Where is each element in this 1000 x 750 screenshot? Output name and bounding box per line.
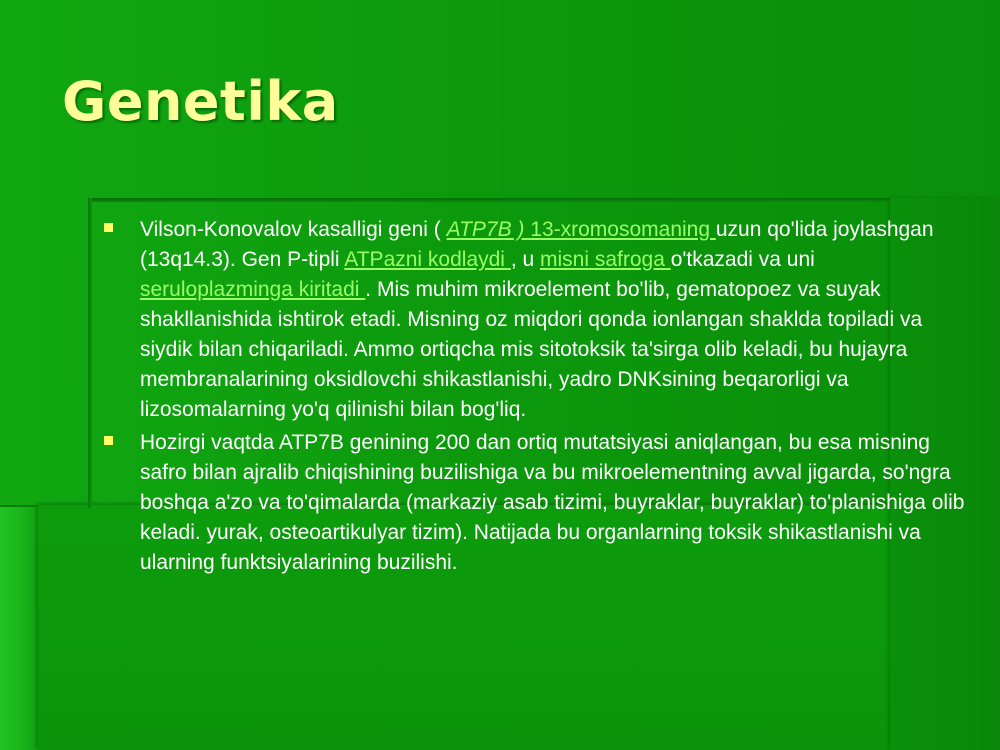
decorative-top-line — [90, 198, 890, 202]
link-misni-safroga[interactable]: misni safroga — [540, 248, 671, 271]
link-atp7b[interactable]: ATP7B ) — [446, 218, 531, 241]
bullet-text-segment: . Mis muhim mikroelement bo'lib, gematopoez va suyak shakllanishida ishtirok etadi. Misning oz miqdori qonda ionlangan shaklda topiladi va siydik bilan chiqariladi. Ammo ortiqcha mis sitotoksik ta'sirga olib keladi, bu hujayra membranalarining oksidlovchi shikastlanishi, yadro DNKsining beqarorligi va lizosomalarning yo'q qilinishi bilan bog'liq. — [140, 278, 923, 421]
slide-title: Genetika — [62, 70, 339, 133]
square-bullet-icon — [104, 436, 113, 445]
bullet-item — [102, 215, 972, 425]
decorative-left-edge — [0, 505, 38, 507]
bullet-text-segment: Vilson-Konovalov kasalligi geni ( — [140, 218, 447, 241]
bullet-text-segment: , u — [510, 248, 540, 271]
bullet-text — [140, 215, 972, 425]
bullet-text: Hozirgi vaqtda ATP7B genining 200 dan ortiq mutatsiyasi aniqlangan, bu esa misning safro bilan ajralib chiqishining buzilishiga va bu mikroelementning avval jigarda, so'ngra boshqa a'zo va to'qimalarda (markaziy asab tizimi, buyraklar, buyraklar) to'planishiga olib keladi. yurak, osteoartikulyar tizim). Natijada bu organlarning toksik shikastlanishi va ularning funktsiyalarining buzilishi. — [140, 431, 965, 574]
bullet-list — [102, 215, 972, 581]
decorative-content-edge — [88, 198, 92, 508]
link-seruloplazminga-kiritadi[interactable]: seruloplazminga kiritadi — [140, 278, 366, 301]
bullet-item — [102, 428, 972, 578]
decorative-left-strip — [0, 505, 38, 750]
bullet-text-segment: uzun qo'lida joylashgan (13q14.3). Gen P-tipli — [140, 218, 934, 271]
square-bullet-icon — [104, 223, 113, 232]
bullet-text-segment: o'tkazadi va uni — [670, 248, 815, 271]
link-atpazni-kodlaydi[interactable]: ATPazni kodlaydi — [344, 248, 511, 271]
link-13-xromosomaning[interactable]: 13-xromosomaning — [530, 218, 716, 241]
